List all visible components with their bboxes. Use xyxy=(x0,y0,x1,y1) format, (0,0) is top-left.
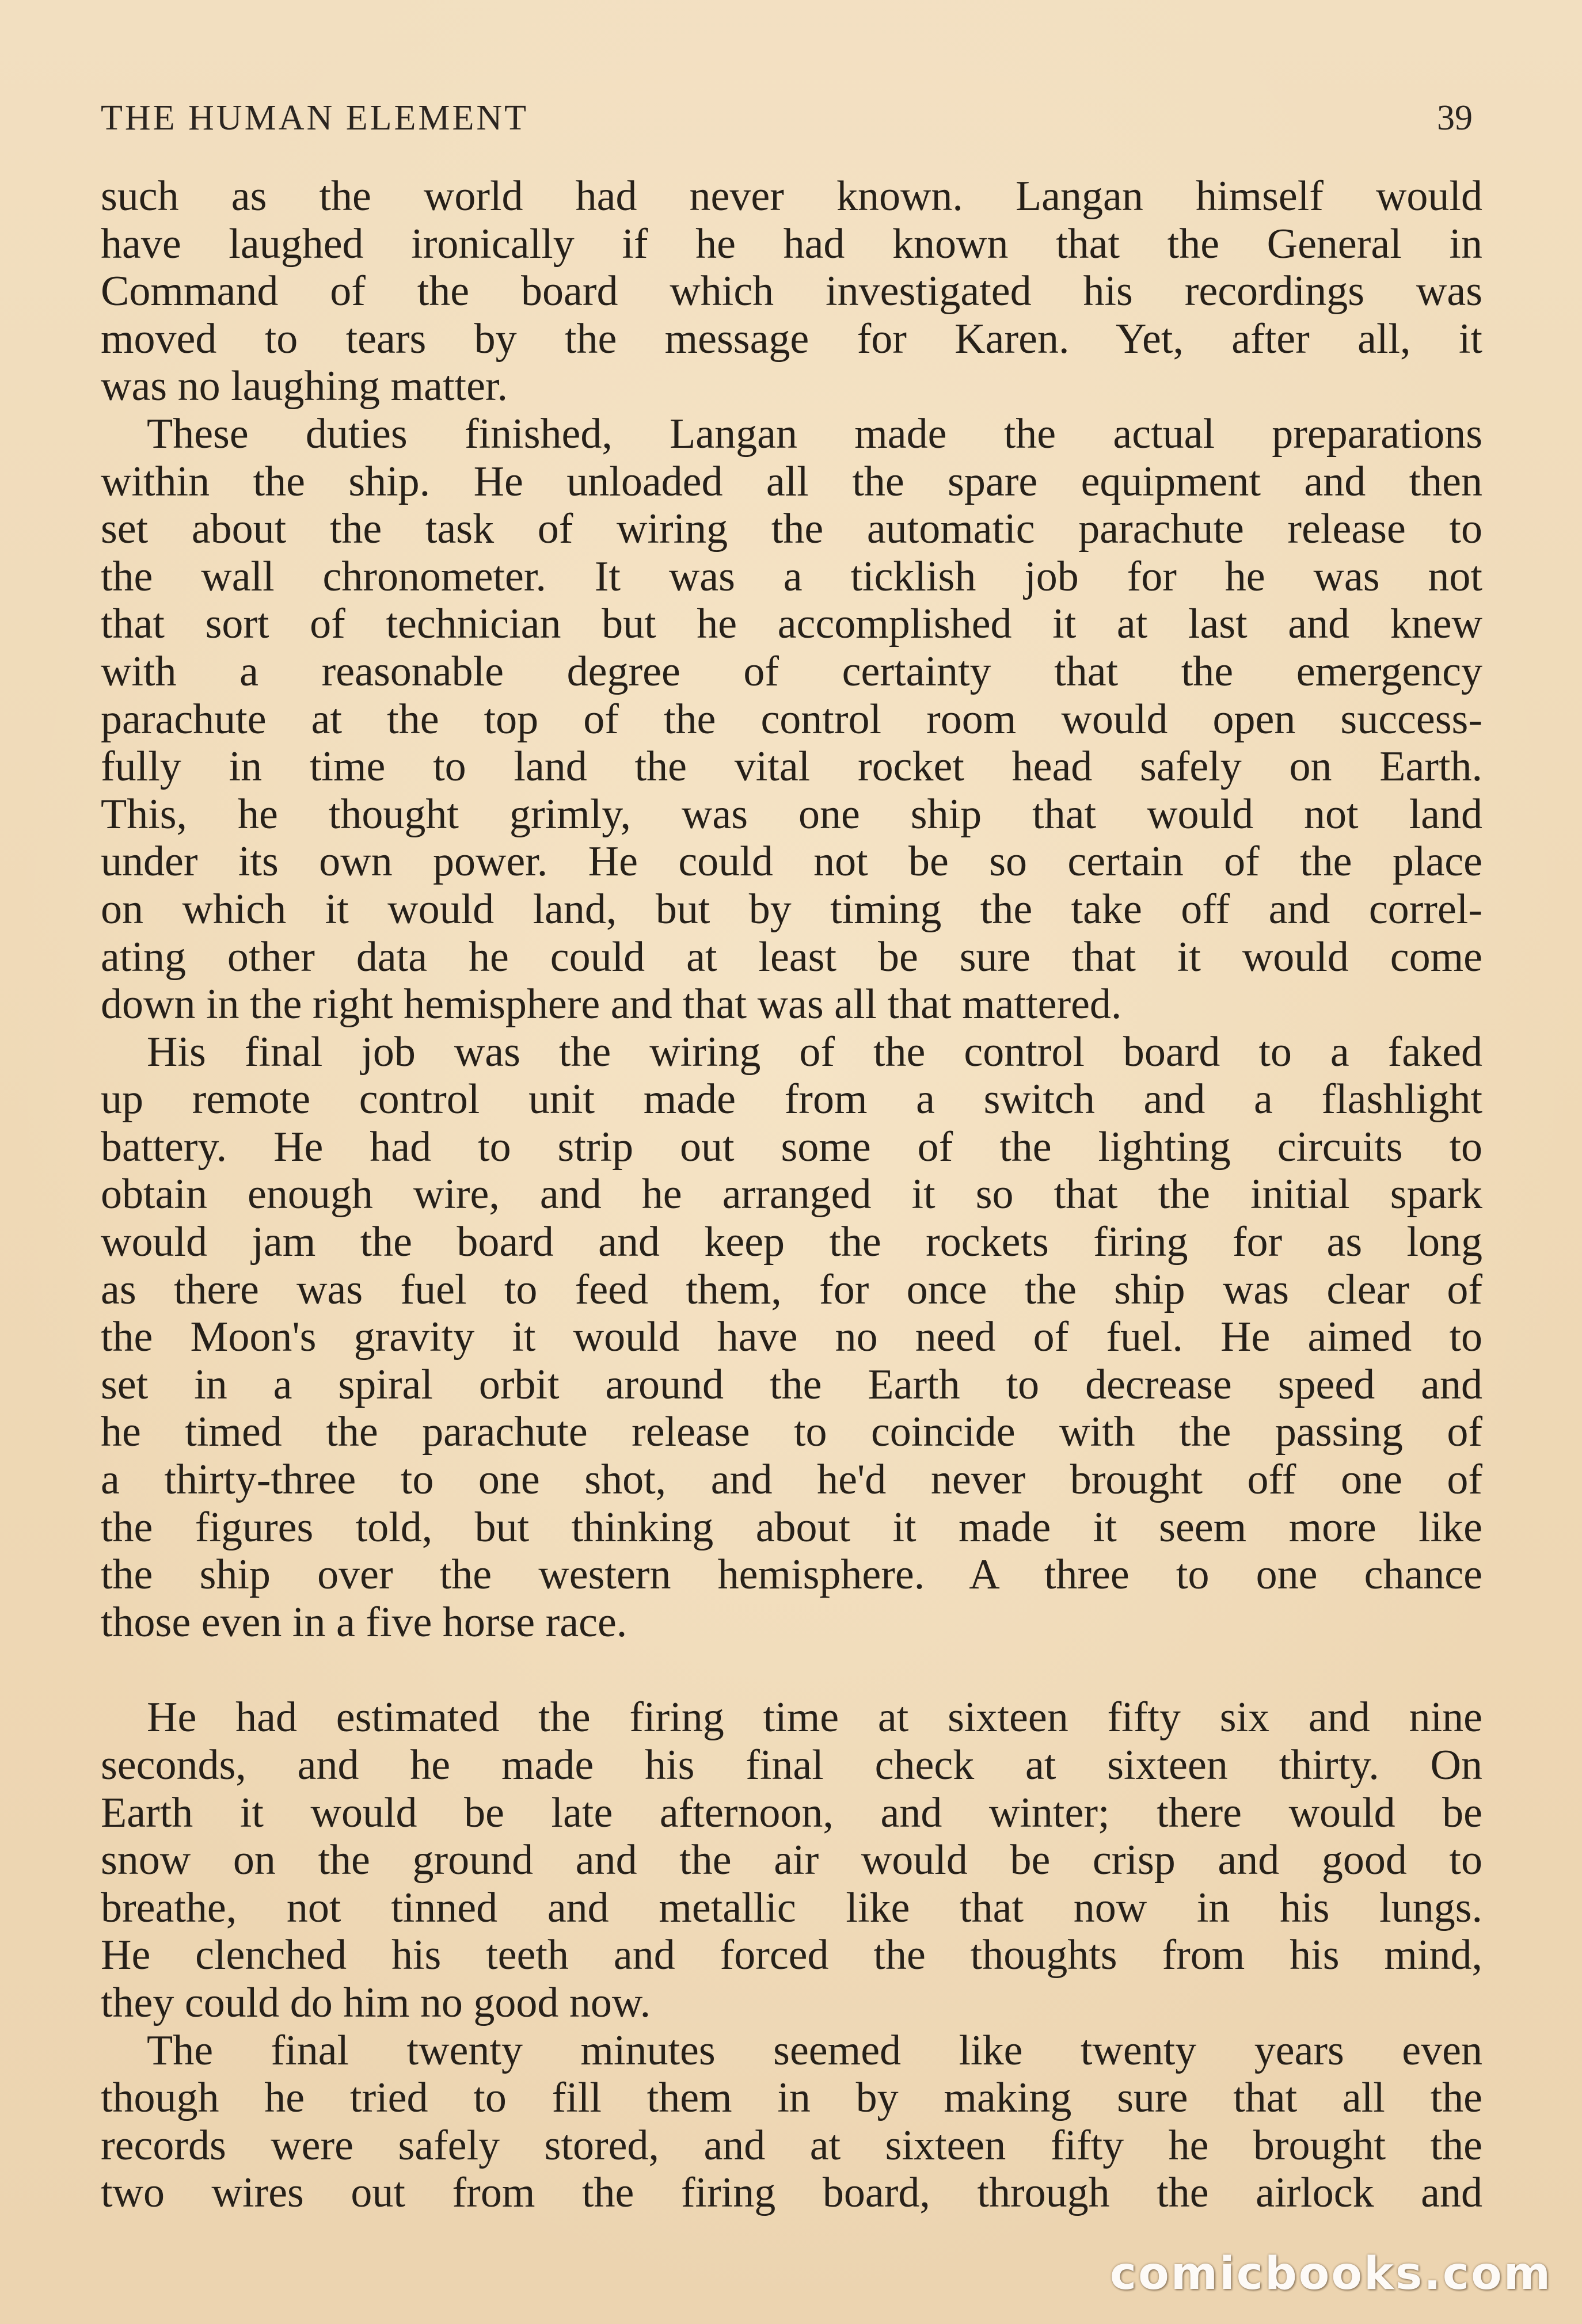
text-line: a thirty-three to one shot, and he'd never brought off one of xyxy=(101,1456,1482,1504)
text-line: fully in time to land the vital rocket head safely on Earth. xyxy=(101,743,1482,791)
text-line: records were safely stored, and at sixteen fifty he brought the xyxy=(101,2121,1482,2169)
text-line: the wall chronometer. It was a ticklish job for he was not xyxy=(101,553,1482,600)
text-line: Earth it would be late afternoon, and winter; there would be xyxy=(101,1789,1482,1837)
text-line: within the ship. He unloaded all the spare equipment and then xyxy=(101,458,1482,505)
body-text xyxy=(101,173,1482,2217)
text-line: as there was fuel to feed them, for once the ship was clear of xyxy=(101,1266,1482,1313)
text-line: with a reasonable degree of certainty that the emergency xyxy=(101,647,1482,695)
text-line: obtain enough wire, and he arranged it so that the initial spark xyxy=(101,1171,1482,1218)
paragraph-gap xyxy=(101,1646,1482,1694)
text-line: two wires out from the firing board, through the airlock and xyxy=(101,2169,1482,2217)
text-line: battery. He had to strip out some of the lighting circuits to xyxy=(101,1123,1482,1171)
text-line: This, he thought grimly, was one ship that would not land xyxy=(101,790,1482,838)
paragraph xyxy=(101,2027,1482,2217)
text-line: that sort of technician but he accomplished it at last and knew xyxy=(101,600,1482,648)
text-line: Command of the board which investigated his recordings was xyxy=(101,268,1482,315)
text-line: the figures told, but thinking about it made it seem more like xyxy=(101,1503,1482,1551)
text-line: moved to tears by the message for Karen. Yet, after all, it xyxy=(101,315,1482,363)
text-line: set in a spiral orbit around the Earth to decrease speed and xyxy=(101,1361,1482,1408)
page-number: 39 xyxy=(1437,98,1473,138)
text-line: The final twenty minutes seemed like twenty years even xyxy=(147,2026,1482,2074)
text-line: would jam the board and keep the rockets firing for as long xyxy=(101,1218,1482,1266)
text-line: parachute at the top of the control room would open success- xyxy=(101,695,1482,743)
paragraph xyxy=(101,1028,1482,1647)
text-line: set about the task of wiring the automatic parachute release to xyxy=(101,505,1482,553)
text-line: though he tried to fill them in by making sure that all the xyxy=(101,2074,1482,2122)
paragraph xyxy=(101,173,1482,410)
text-line: have laughed ironically if he had known that the General in xyxy=(101,220,1482,268)
text-line: on which it would land, but by timing the take off and correl- xyxy=(101,885,1482,933)
text-line: up remote control unit made from a switch and a flashlight xyxy=(101,1076,1482,1123)
text-line: they could do him no good now. xyxy=(101,1979,651,2026)
text-line: under its own power. He could not be so certain of the place xyxy=(101,838,1482,886)
page-header xyxy=(101,92,1473,144)
text-line: the ship over the western hemisphere. A three to one chance xyxy=(101,1551,1482,1599)
text-line: snow on the ground and the air would be crisp and good to xyxy=(101,1837,1482,1884)
text-line: was no laughing matter. xyxy=(101,363,508,410)
paragraph xyxy=(101,410,1482,1028)
text-line: He had estimated the firing time at sixteen fifty six and nine xyxy=(147,1694,1482,1742)
text-line: such as the world had never known. Langan himself would xyxy=(101,173,1482,220)
watermark-logo: comicbooks.com xyxy=(1109,2248,1552,2300)
text-line: he timed the parachute release to coincide with the passing of xyxy=(101,1408,1482,1456)
text-line: He clenched his teeth and forced the thoughts from his mind, xyxy=(101,1931,1482,1979)
running-head: THE HUMAN ELEMENT xyxy=(101,98,529,138)
text-line: breathe, not tinned and metallic like that now in his lungs. xyxy=(101,1884,1482,1931)
text-line: the Moon's gravity it would have no need of fuel. He aimed to xyxy=(101,1313,1482,1361)
text-line: down in the right hemisphere and that was all that mattered. xyxy=(101,981,1122,1028)
text-line: His final job was the wiring of the control board to a faked xyxy=(147,1028,1482,1076)
text-line: those even in a five horse race. xyxy=(101,1598,628,1646)
text-line: These duties finished, Langan made the actual preparations xyxy=(147,410,1482,458)
text-line: ating other data he could at least be sure that it would come xyxy=(101,933,1482,981)
paragraph xyxy=(101,1694,1482,2026)
text-line: seconds, and he made his final check at sixteen thirty. On xyxy=(101,1742,1482,1789)
